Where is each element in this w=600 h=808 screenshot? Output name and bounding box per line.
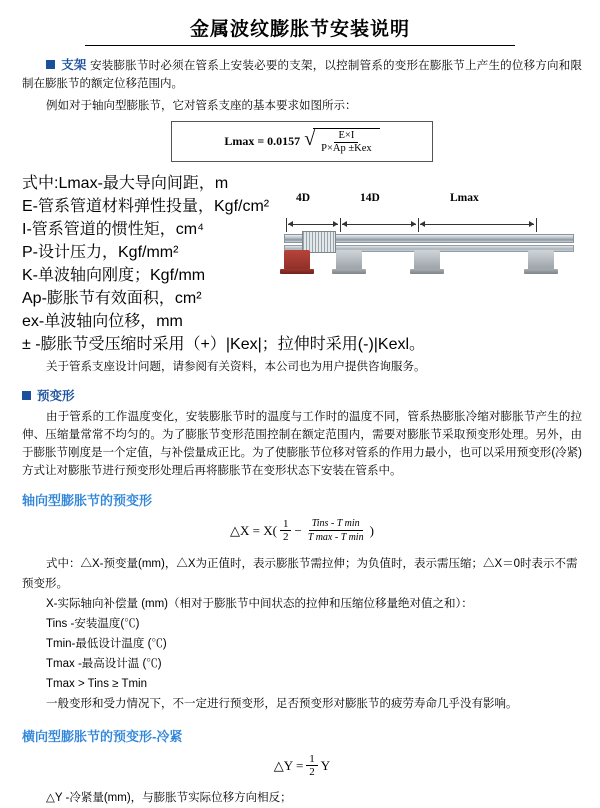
figure-dim-arrow (342, 224, 416, 225)
formula-lmax-denominator: P×Ap ±Kex (321, 143, 372, 154)
figure-dimension-labels (278, 192, 582, 208)
section-predeform-heading-text: 预变形 (37, 389, 75, 403)
pipe-figure (278, 170, 582, 282)
formula-lmax-lhs: Lmax = 0.0157 (224, 134, 301, 148)
figure-tick (340, 218, 341, 232)
axial-note-line: X-实际轴向补偿量 (mm)（相对于膨胀节中间状态的拉伸和压缩位移量绝对值之和）： (46, 598, 473, 610)
legend-item: 式中:Lmax-最大导向间距，m (22, 175, 229, 192)
section-support-heading-text: 支架 (61, 58, 87, 72)
section-support-example: 例如对于轴向型膨胀节，它对管系支座的基本要求如图所示： (46, 100, 357, 112)
legend-item: Ap-膨胀节有效面积，cm² (22, 290, 202, 307)
legend-item: I-管系管道的惯性矩，cm⁴ (22, 221, 204, 238)
support-guide (528, 250, 554, 270)
support-anchor (284, 250, 310, 270)
square-bullet-icon (22, 391, 31, 400)
formula-delta-x-rhs: ) (369, 522, 374, 538)
page-title: 金属波纹膨胀节安装说明 (189, 19, 410, 40)
support-note-paragraph: 关于管系支座设计问题，请参阅有关资料，本公司也为用户提供咨询服务。 (46, 361, 426, 373)
square-bullet-icon (46, 60, 55, 69)
axial-note-line: 式中：△X-预变量(mm)，△X为正值时，表示膨胀节需拉伸；为负值时，表示需压缩；△X＝0时表示不需预变形。 (22, 558, 578, 590)
half-denominator: 2 (309, 766, 315, 778)
half-denominator: 2 (282, 531, 289, 543)
axial-note-line: Tmin-最低设计温度 (℃) (46, 638, 167, 650)
formula-delta-x-fraction (305, 517, 367, 544)
support-guide (414, 250, 440, 270)
legend-item: E-管系管道材料弹性投量，Kgf/cm² (22, 198, 270, 215)
formula-delta-y (22, 753, 582, 778)
figure-label-lmax: Lmax (450, 192, 479, 204)
formula-lmax-numerator: E×I (334, 130, 358, 143)
formula-delta-y-rhs: Y (320, 757, 331, 773)
lateral-note-line: △Y -冷紧量(mm)，与膨胀节实际位移方向相反； (46, 792, 292, 804)
section-support-text: 安装膨胀节时必须在管系上安装必要的支架，以控制管系的变形在膨胀节上产生的位移方向和限制在膨胀节的额定位移范围内。 (22, 60, 582, 90)
radical-sign-icon: √ (304, 128, 316, 150)
axial-note-line: Tmax > Tins ≥ Tmin (46, 678, 147, 690)
half-numerator: 1 (306, 753, 318, 766)
formula-lmax-radical (304, 128, 379, 155)
figure-label-4d: 4D (296, 192, 311, 204)
pipe-diagram (278, 210, 578, 282)
axial-note-line: 一般变形和受力情况下，不一定进行预变形，足否预变形对膨胀节的疲劳寿命几乎没有影响。 (46, 698, 518, 710)
subsection-axial-heading: 轴向型膨胀节的预变形 (22, 493, 153, 508)
legend-and-figure (22, 170, 582, 331)
formula-delta-x-half (280, 518, 292, 543)
axial-note-line: Tmax -最高设计温 (℃) (46, 658, 162, 670)
figure-dim-arrow (288, 224, 338, 225)
figure-tick (536, 218, 537, 232)
fraction-numerator: Tins - T min (309, 517, 363, 531)
title-divider (85, 45, 515, 46)
fraction-denominator: T max - T min (307, 532, 364, 543)
formula-delta-x (22, 517, 582, 544)
section-support-paragraph (22, 56, 582, 93)
formula-delta-x-lhs: △X = X( (230, 522, 277, 538)
subsection-lateral-heading: 横向型膨胀节的预变形-冷紧 (22, 729, 183, 744)
formula-lmax (171, 121, 433, 162)
legend-item: P-设计压力，Kgf/mm² (22, 244, 179, 261)
legend-list (22, 170, 272, 331)
formula-delta-y-lhs: △Y = (273, 757, 304, 773)
figure-label-14d: 14D (360, 192, 380, 204)
figure-dim-arrow (420, 224, 534, 225)
figure-tick (418, 218, 419, 232)
document-page (0, 14, 600, 804)
formula-delta-x-minus: − (294, 522, 302, 538)
figure-tick (286, 218, 287, 232)
legend-item: ex-单波轴向位移，mm (22, 313, 183, 330)
section-predeform-heading (22, 386, 582, 404)
document-body (0, 56, 600, 808)
formula-delta-y-half (306, 753, 318, 778)
half-numerator: 1 (280, 518, 292, 531)
legend-item: K-单波轴向刚度；Kgf/mm (22, 267, 206, 284)
support-guide (336, 250, 362, 270)
section-support-heading (46, 58, 87, 72)
section-predeform-paragraph: 由于管系的工作温度变化，安装膨胀节时的温度与工作时的温度不同，管系热膨胀冷缩对膨胀节产生的拉伸、压缩量常常不均匀的。为了膨胀节变形范围控制在额定范围内，需要对膨胀节采取预变形处理。另外，由于膨胀节刚度是一个定值，与补偿量成正比。为了使膨胀节位移对管系的作用力最小，也可以采用预变形(冷紧)方式让对膨胀节进行预变形处理后再将膨胀节在变形状态下安装在管系中。 (22, 411, 582, 477)
legend-item: ± -膨胀节受压缩时采用（+）|Kex|；拉伸时采用(-)|Kexl。 (22, 336, 426, 353)
axial-note-line: Tins -安装温度(℃) (46, 618, 140, 630)
